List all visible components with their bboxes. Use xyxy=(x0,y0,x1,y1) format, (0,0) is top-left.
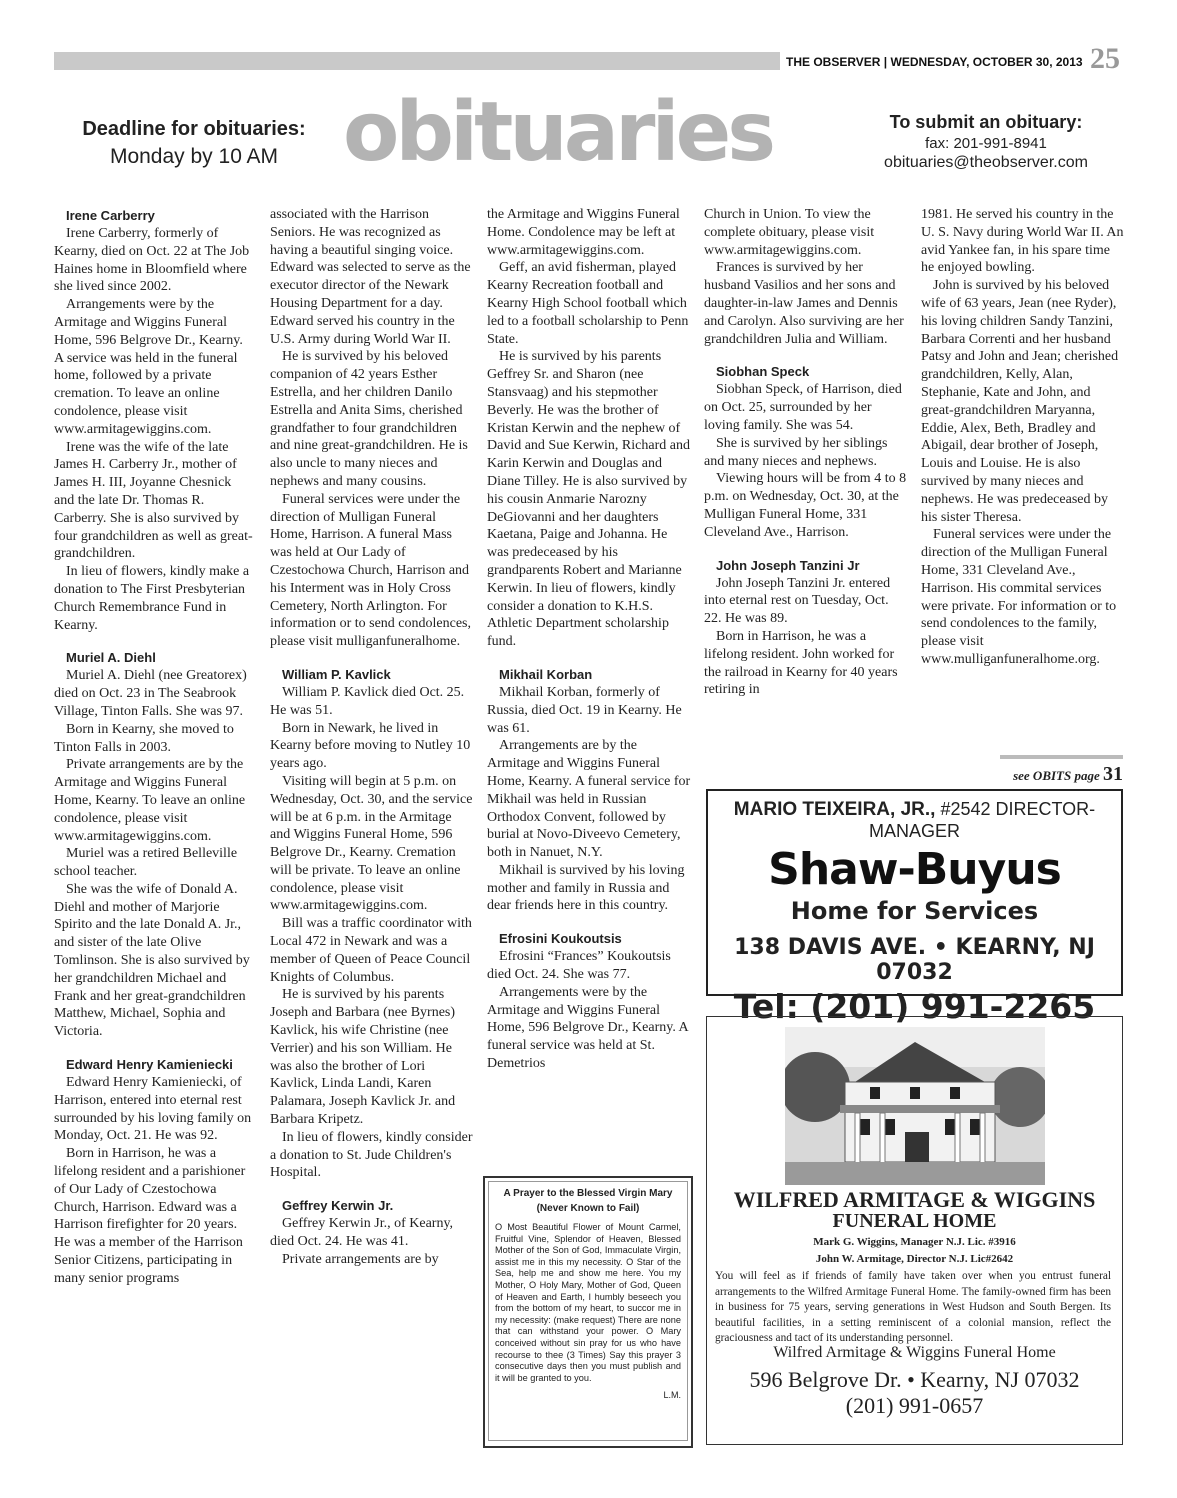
obit-name: Efrosini Koukoutsis xyxy=(499,931,622,947)
obit-paragraph: Private arrangements are by the Armitage and Wiggins Funeral Home, Kearny. To leave an online condolence, please visit www.armitagewiggins.com. xyxy=(54,757,246,844)
submit-heading: To submit an obituary: xyxy=(889,112,1083,132)
column-1 xyxy=(54,206,254,1288)
wiggins-address: 596 Belgrove Dr. • Kearny, NJ 07032 xyxy=(749,1367,1080,1392)
deadline-notice xyxy=(54,118,334,169)
obit-name: Irene Carberry xyxy=(66,208,155,223)
wiggins-phone: (201) 991-0657 xyxy=(845,1393,984,1418)
obit-paragraph: Mikhail Korban, formerly of Russia, died Oct. 19 in Kearny. He was 61. xyxy=(487,684,682,736)
obit-paragraph: Siobhan Speck, of Harrison, died on Oct. 25, surrounded by her loving family. She was 54. xyxy=(704,382,902,433)
obit-paragraph: He is survived by his beloved companion of 42 years Esther Estrella, and her children Danilo Estrella and Anita Sims, cherished grandfather to four grandchildren and nine great-grandchildren. He is also uncle to many nieces and nephews and many cousins. xyxy=(270,349,468,489)
obit-paragraph: Born in Harrison, he was a lifelong resident. John worked for the railroad in Kearny for 40 years retiring in xyxy=(704,628,898,698)
obit-paragraph: He is survived by his parents Joseph and Barbara (nee Byrnes) Kavlick, his wife Christine (nee Verrier) and his son William. He was also the brother of Lori Kavlick, Linda Landi, Karen Palamara, Joseph Kavlick Jr. and Barbara Kripetz. xyxy=(270,987,456,1128)
obit-paragraph: Geffrey Kerwin Jr., of Kearny, died Oct. 24. He was 41. xyxy=(270,1216,454,1250)
header-rule xyxy=(54,52,780,70)
obit-name: John Joseph Tanzini Jr xyxy=(716,557,860,573)
submit-fax: fax: 201-991-8941 xyxy=(925,135,1047,152)
wiggins-footer-name: Wilfred Armitage & Wiggins Funeral Home xyxy=(773,1344,1056,1361)
obit-paragraph: Muriel was a retired Belleville school teacher. xyxy=(54,846,238,880)
obit-paragraph: She was the wife of Donald A. Diehl and mother of Marjorie Spirito and the late Donald A. Jr., and sister of the late Olive Tomlinson. She is also survived by her grandchildren Michael and Frank and her great-grandchildren Matthew, Michael, Sophia and Victoria. xyxy=(54,881,250,1040)
obit-paragraph: Arrangements were by the Armitage and Wiggins Funeral Home, 596 Belgrove Dr., Kearny. A funeral service was held at St. Demetrios xyxy=(487,984,688,1072)
obit-paragraph: In lieu of flowers, kindly make a donation to The First Presbyterian Church Remembrance Fund in Kearny. xyxy=(54,564,250,633)
obit-paragraph: Church in Union. To view the complete obituary, please visit www.armitagewiggins.com. xyxy=(704,207,875,258)
obit-paragraph: Mikhail is survived by his loving mother and family in Russia and dear friends here in this country. xyxy=(487,862,685,914)
ad-address: 138 DAVIS AVE. • KEARNY, NJ 07032 xyxy=(734,935,1095,985)
obit-paragraph: Private arrangements are by xyxy=(282,1251,439,1267)
ad-phone: Tel: (201) 991-2265 xyxy=(733,987,1096,1026)
deadline-time: Monday by 10 AM xyxy=(109,145,279,168)
wiggins-ad xyxy=(706,1016,1123,1445)
obit-name: Edward Henry Kamieniecki xyxy=(66,1057,233,1073)
wiggins-subname: FUNERAL HOME xyxy=(832,1210,997,1232)
wiggins-manager: Mark G. Wiggins, Manager N.J. Lic. #3916 xyxy=(813,1236,1016,1248)
obit-name: Geffrey Kerwin Jr. xyxy=(282,1198,394,1214)
obit-paragraph: In lieu of flowers, kindly consider a donation to St. Jude Children's Hospital. xyxy=(270,1129,473,1181)
prayer-body: O Most Beautiful Flower of Mount Carmel, Fruitful Vine, Splendor of Heaven, Blessed Mother of the Son of God, Immaculate Virgin, assist me in this my necessity. O Star of the Sea, help me and show me here. You my Mother, O Holy Mary, Mother of God, Queen of Heaven and Earth, I humbly beseech you from the bottom of my heart, to succor me in my necessity: (make request) There are none that can withstand your power. O Mary conceived without sin pray for us who have recourse to thee (3 Times) Say this prayer 3 consecutive days then you must publish and it will be granted to you. xyxy=(495,1222,681,1383)
obit-paragraph: Edward Henry Kamieniecki, of Harrison, entered into eternal rest surrounded by his loving family on Monday, Oct. 21. He was 92. xyxy=(54,1075,252,1144)
obit-paragraph: Visiting will begin at 5 p.m. on Wednesday, Oct. 30, and the service will be at 6 p.m. in the Armitage and Wiggins Funeral Home, 596 Belgrove Dr., Kearny. Cremation will be private. To leave an online condolence, please visit www.armitagewiggins.com. xyxy=(270,773,473,914)
submit-email[interactable]: obituaries@theobserver.com xyxy=(884,154,1088,171)
wiggins-description: You will feel as if friends of family have taken over when you entrust funeral arrangements to the Wilfred Armitage Funeral Home. The family-owned firm has been in business for 75 years, serving generations in West Hudson and South Bergen. Its beautiful facilities, in a setting reminiscent of a colonial mansion, reflect the graciousness and tact of its understanding personnel. xyxy=(715,1270,1111,1345)
obit-name: William P. Kavlick xyxy=(282,666,391,682)
obit-paragraph: Born in Harrison, he was a lifelong resident and a parishioner of Our Lady of Czestochowa Church, Harrison. Edward was a Harrison firefighter for 20 years. He was a member of the Harrison Senior Citizens, participating in many senior programs xyxy=(54,1146,246,1286)
jump-text: see OBITS page xyxy=(1013,768,1100,783)
obit-paragraph: Born in Kearny, she moved to Tinton Falls in 2003. xyxy=(54,721,234,755)
shaw-buyus-ad xyxy=(706,789,1123,1026)
wiggins-name: WILFRED ARMITAGE & WIGGINS xyxy=(733,1187,1096,1212)
obit-paragraph: Arrangements are by the Armitage and Wiggins Funeral Home, Kearny. A funeral service for Mikhail was held in Russian Orthodox Convent, followed by burial at Novo-Diveevo Cemetery, both in Nanuet, N.Y. xyxy=(487,738,691,861)
ad-subtitle: Home for Services xyxy=(790,897,1039,925)
prayer-box xyxy=(483,1176,693,1448)
obit-paragraph: associated with the Harrison Seniors. He was recognized as having a beautiful singing voice. Edward was selected to serve as the executor director of the Newark Housing Department for a day. Edward served his country in the U.S. Army during World War II. xyxy=(270,207,471,347)
director-role: #2542 DIRECTOR-MANAGER xyxy=(868,799,1096,841)
funeral-home-photo xyxy=(785,1027,1045,1185)
obit-paragraph: Irene was the wife of the late James H. Carberry Jr., mother of James H. III, Joyanne Chesnick and the late Dr. Thomas R. Carberry. She is also survived by four grandchildren as well as great-grandchildren. xyxy=(54,439,253,562)
page-number: 25 xyxy=(1090,42,1120,75)
obit-name: Siobhan Speck xyxy=(716,364,810,380)
section-title: obituaries xyxy=(343,85,773,180)
wiggins-director: John W. Armitage, Director N.J. Lic#2642 xyxy=(815,1253,1014,1265)
column-3 xyxy=(487,206,692,1073)
prayer-title: A Prayer to the Blessed Virgin Mary (Never Known to Fail) xyxy=(503,1188,673,1214)
jump-page: 31 xyxy=(1103,763,1123,785)
obit-paragraph: Funeral services were under the direction of Mulligan Funeral Home, Harrison. A funeral Mass was held at Our Lady of Czestochowa Church, Harrison and his Interment was in Holy Cross Cemetery, North Arlington. For information or to send condolences, please visit mulliganfuneralhome. xyxy=(270,491,472,650)
obit-paragraph: Frances is survived by her husband Vasilios and her sons and daughter-in-law James and Dennis and Carolyn. Also surviving are her grandchildren Julia and William. xyxy=(704,260,904,347)
obit-paragraph: William P. Kavlick died Oct. 25. He was 51. xyxy=(270,684,465,718)
obit-paragraph: Arrangements were by the Armitage and Wiggins Funeral Home, 596 Belgrove Dr., Kearny. A service was held in the funeral home, followed by a private cremation. To leave an online condolence, please visit www.armitagewiggins.com. xyxy=(54,297,243,437)
obit-paragraph: the Armitage and Wiggins Funeral Home. Condolence may be left at www.armitagewiggins.com. xyxy=(487,207,680,258)
ad-brand: Shaw-Buyus xyxy=(768,844,1061,895)
obit-paragraph: Viewing hours will be from 4 to 8 p.m. on Wednesday, Oct. 30, at the Mulligan Funeral Home, 331 Cleveland Ave., Harrison. xyxy=(704,471,907,540)
obit-paragraph: He is survived by his parents Geffrey Sr. and Sharon (nee Stansvaag) and his stepmother Beverly. He was the brother of Kristan Kerwin and the nephew of David and Sue Kerwin, Richard and Karin Kerwin and Douglas and Diane Tilley. He is also survived by his cousin Anmarie Narozny DeGiovanni and her daughters Kaetana, Paige and Johanna. He was predeceased by his grandparents Robert and Marianne Kerwin. In lieu of flowers, kindly consider a donation to K.H.S. Athletic Department scholarship fund. xyxy=(487,349,690,650)
column-2 xyxy=(270,206,475,1269)
obit-paragraph: John is survived by his beloved wife of 63 years, Jean (nee Ryder), his loving children Sandy Tanzini, Barbara Correnti and her husband Patsy and John and Jean; cherished grandchildren, Kelly, Alan, Stephanie, Kate and John, and great-grandchildren Maryanna, Eddie, Alex, Beth, Bradley and Abigail, dear brother of Joseph, Louis and Louise. He is also survived by many nieces and nephews. He was predeceased by his sister Theresa. xyxy=(921,278,1119,525)
obit-paragraph: John Joseph Tanzini Jr. entered into eternal rest on Tuesday, Oct. 22. He was 89. xyxy=(704,575,891,627)
obit-paragraph: Funeral services were under the direction of the Mulligan Funeral Home, 331 Cleveland Ave., Harrison. His commital services were private. For information or to send condolences to the family, please visit www.mulliganfuneralhome.org. xyxy=(921,527,1117,667)
prayer-signature: L.M. xyxy=(663,1390,681,1401)
column-5 xyxy=(921,206,1126,669)
column-4 xyxy=(704,206,909,699)
deadline-label: Deadline for obituaries: xyxy=(82,118,306,140)
obit-paragraph: She is survived by her siblings and many nieces and nephews. xyxy=(704,435,888,469)
continued-jump xyxy=(1000,755,1123,786)
obit-paragraph: Efrosini “Frances” Koukoutsis died Oct. 24. She was 77. xyxy=(487,949,671,983)
obit-paragraph: Irene Carberry, formerly of Kearny, died on Oct. 22 at The Job Haines home in Bloomfield where she lived since 2002. xyxy=(54,226,250,295)
director-name: MARIO TEIXEIRA, JR., xyxy=(733,799,936,820)
masthead: THE OBSERVER | WEDNESDAY, OCTOBER 30, 2013 xyxy=(786,55,1083,69)
obit-paragraph: 1981. He served his country in the U. S. Navy during World War II. An avid Yankee fan, in his spare time he enjoyed bowling. xyxy=(921,207,1124,276)
ad-director xyxy=(708,799,1121,842)
obit-paragraph: Muriel A. Diehl (nee Greatorex) died on Oct. 23 in The Seabrook Village, Tinton Falls. She was 97. xyxy=(54,668,247,719)
obit-paragraph: Bill was a traffic coordinator with Local 472 in Newark and was a member of Queen of Peace Council Knights of Columbus. xyxy=(270,916,472,985)
submit-info xyxy=(850,112,1122,172)
obit-paragraph: Born in Newark, he lived in Kearny before moving to Nutley 10 years ago. xyxy=(270,720,471,772)
obit-name: Muriel A. Diehl xyxy=(66,650,156,666)
obit-paragraph: Geff, an avid fisherman, played Kearny Recreation football and Kearny High School football which led to a football scholarship to Penn State. xyxy=(487,260,689,347)
obit-name: Mikhail Korban xyxy=(499,666,593,682)
